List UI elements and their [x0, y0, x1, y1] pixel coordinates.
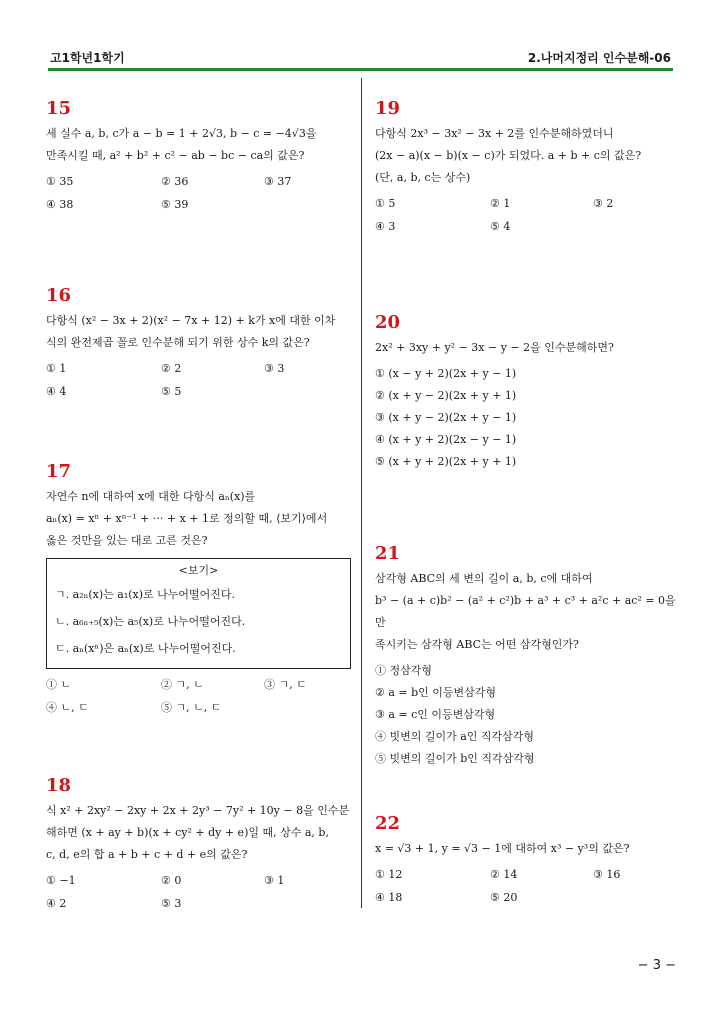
option-3[interactable]: ③ 16: [593, 868, 621, 881]
stem-line: c, d, e의 합 a + b + c + d + e의 값은?: [46, 848, 248, 861]
question-17: [46, 461, 351, 718]
example-item: ㄱ. a₂ₙ(x)는 a₁(x)로 나누어떨어진다.: [55, 588, 236, 601]
question-stem: [46, 800, 351, 866]
question-number: 21: [375, 543, 401, 564]
option-1[interactable]: ① (x − y + 2)(2x + y − 1): [375, 367, 517, 380]
stem-line: 2x² + 3xy + y² − 3x − y − 2을 인수분해하면?: [375, 341, 614, 354]
question-20: [375, 312, 680, 472]
example-item: ㄴ. a₆ₙ₊₅(x)는 a₅(x)로 나누어떨어진다.: [55, 615, 246, 628]
stem-line: aₙ(x) = xⁿ + xⁿ⁻¹ + ··· + x + 1로 정의할 때, ⟨보기⟩에서: [46, 512, 328, 525]
question-number: 17: [46, 461, 72, 482]
option-3[interactable]: ③ 3: [264, 362, 285, 375]
option-2[interactable]: ② 1: [490, 197, 511, 210]
option-4[interactable]: ④ 4: [46, 385, 67, 398]
answer-options: [375, 661, 680, 769]
question-number: 15: [46, 98, 72, 119]
page-number: − 3 −: [637, 958, 676, 973]
stem-line: 세 실수 a, b, c가 a − b = 1 + 2√3, b − c = −4√3을: [46, 127, 317, 140]
option-1[interactable]: ① ㄴ: [46, 678, 72, 691]
stem-line: b³ − (a + c)b² − (a² + c²)b + a³ + c³ + a²c + ac² = 0을 만: [375, 594, 676, 629]
question-21: [375, 543, 680, 769]
option-5[interactable]: ⑤ 20: [490, 891, 518, 904]
option-3[interactable]: ③ 37: [264, 175, 292, 188]
option-5[interactable]: ⑤ 4: [490, 220, 511, 233]
option-3[interactable]: ③ 1: [264, 874, 285, 887]
stem-line: 다항식 (x² − 3x + 2)(x² − 7x + 12) + k가 x에 대한 이차: [46, 314, 336, 327]
question-19: [375, 98, 680, 237]
question-stem: [375, 568, 680, 656]
answer-options: [46, 871, 351, 914]
stem-line: 만족시킬 때, a² + b² + c² − ab − bc − ca의 값은?: [46, 149, 305, 162]
option-2[interactable]: ② 14: [490, 868, 518, 881]
option-5[interactable]: ⑤ (x + y + 2)(2x + y + 1): [375, 455, 517, 468]
question-stem: [375, 123, 680, 189]
option-3[interactable]: ③ ㄱ, ㄷ: [264, 678, 307, 691]
stem-line: 식의 완전제곱 꼴로 인수분해 되기 위한 상수 k의 값은?: [46, 336, 310, 349]
example-box-title: <보기>: [178, 564, 219, 577]
option-1[interactable]: ① −1: [46, 874, 76, 887]
question-number: 20: [375, 312, 401, 333]
option-2[interactable]: ② (x + y − 2)(2x + y + 1): [375, 389, 517, 402]
question-22: [375, 813, 680, 908]
option-1[interactable]: ① 정삼각형: [375, 664, 433, 677]
header-course: 고1학년1학기: [50, 51, 125, 65]
stem-line: 다항식 2x³ − 3x² − 3x + 2를 인수분해하였더니: [375, 127, 614, 140]
option-3[interactable]: ③ (x + y − 2)(2x + y − 1): [375, 411, 517, 424]
stem-line: (단, a, b, c는 상수): [375, 171, 471, 184]
question-number: 19: [375, 98, 401, 119]
answer-options: [375, 364, 680, 472]
option-2[interactable]: ② a = b인 이등변삼각형: [375, 686, 497, 699]
stem-line: 해하면 (x + ay + b)(x + cy² + dy + e)일 때, 상수 a, b,: [46, 826, 329, 839]
question-stem: [46, 310, 351, 354]
option-4[interactable]: ④ (x + y + 2)(2x − y − 1): [375, 433, 517, 446]
question-number: 16: [46, 285, 72, 306]
question-18: [46, 775, 351, 914]
example-box: [46, 558, 351, 669]
stem-line: 삼각형 ABC의 세 변의 길이 a, b, c에 대하여: [375, 572, 593, 585]
answer-options: [46, 172, 351, 215]
stem-line: 자연수 n에 대하여 x에 대한 다항식 aₙ(x)를: [46, 490, 256, 503]
answer-options: [375, 865, 680, 908]
option-4[interactable]: ④ 3: [375, 220, 396, 233]
option-4[interactable]: ④ 2: [46, 897, 67, 910]
option-5[interactable]: ⑤ 3: [161, 897, 182, 910]
option-5[interactable]: ⑤ 5: [161, 385, 182, 398]
option-1[interactable]: ① 35: [46, 175, 74, 188]
answer-options: [375, 194, 680, 237]
stem-line: 족시키는 삼각형 ABC는 어떤 삼각형인가?: [375, 638, 579, 651]
stem-line: 옳은 것만을 있는 대로 고른 것은?: [46, 534, 208, 547]
stem-line: 식 x² + 2xy² − 2xy + 2x + 2y³ − 7y² + 10y − 8을 인수분: [46, 804, 350, 817]
answer-options: [46, 359, 351, 402]
option-4[interactable]: ④ ㄴ, ㄷ: [46, 701, 89, 714]
stem-line: (2x − a)(x − b)(x − c)가 되었다. a + b + c의 값은?: [375, 149, 642, 162]
example-item: ㄷ. aₙ(xⁿ)은 aₙ(x)로 나누어떨어진다.: [55, 642, 236, 655]
option-1[interactable]: ① 1: [46, 362, 67, 375]
column-divider: [361, 78, 362, 908]
question-stem: [375, 337, 680, 359]
question-number: 18: [46, 775, 72, 796]
option-2[interactable]: ② 36: [161, 175, 189, 188]
option-5[interactable]: ⑤ 39: [161, 198, 189, 211]
question-stem: [46, 123, 351, 167]
question-16: [46, 285, 351, 402]
option-2[interactable]: ② 2: [161, 362, 182, 375]
question-stem: [46, 486, 351, 552]
option-1[interactable]: ① 5: [375, 197, 396, 210]
option-5[interactable]: ⑤ ㄱ, ㄴ, ㄷ: [161, 701, 222, 714]
option-4[interactable]: ④ 18: [375, 891, 403, 904]
option-5[interactable]: ⑤ 빗변의 길이가 b인 직각삼각형: [375, 752, 535, 765]
header-topic: 2.나머지정리 인수분해-06: [527, 51, 671, 65]
question-stem: [375, 838, 680, 860]
question-15: [46, 98, 351, 215]
question-number: 22: [375, 813, 401, 834]
stem-line: x = √3 + 1, y = √3 − 1에 대하여 x³ − y³의 값은?: [375, 842, 630, 855]
option-2[interactable]: ② 0: [161, 874, 182, 887]
option-4[interactable]: ④ 38: [46, 198, 74, 211]
answer-options: [46, 675, 351, 718]
option-1[interactable]: ① 12: [375, 868, 403, 881]
option-2[interactable]: ② ㄱ, ㄴ: [161, 678, 204, 691]
option-3[interactable]: ③ a = c인 이등변삼각형: [375, 708, 496, 721]
option-4[interactable]: ④ 빗변의 길이가 a인 직각삼각형: [375, 730, 535, 743]
option-3[interactable]: ③ 2: [593, 197, 614, 210]
header-rule: [48, 68, 673, 71]
